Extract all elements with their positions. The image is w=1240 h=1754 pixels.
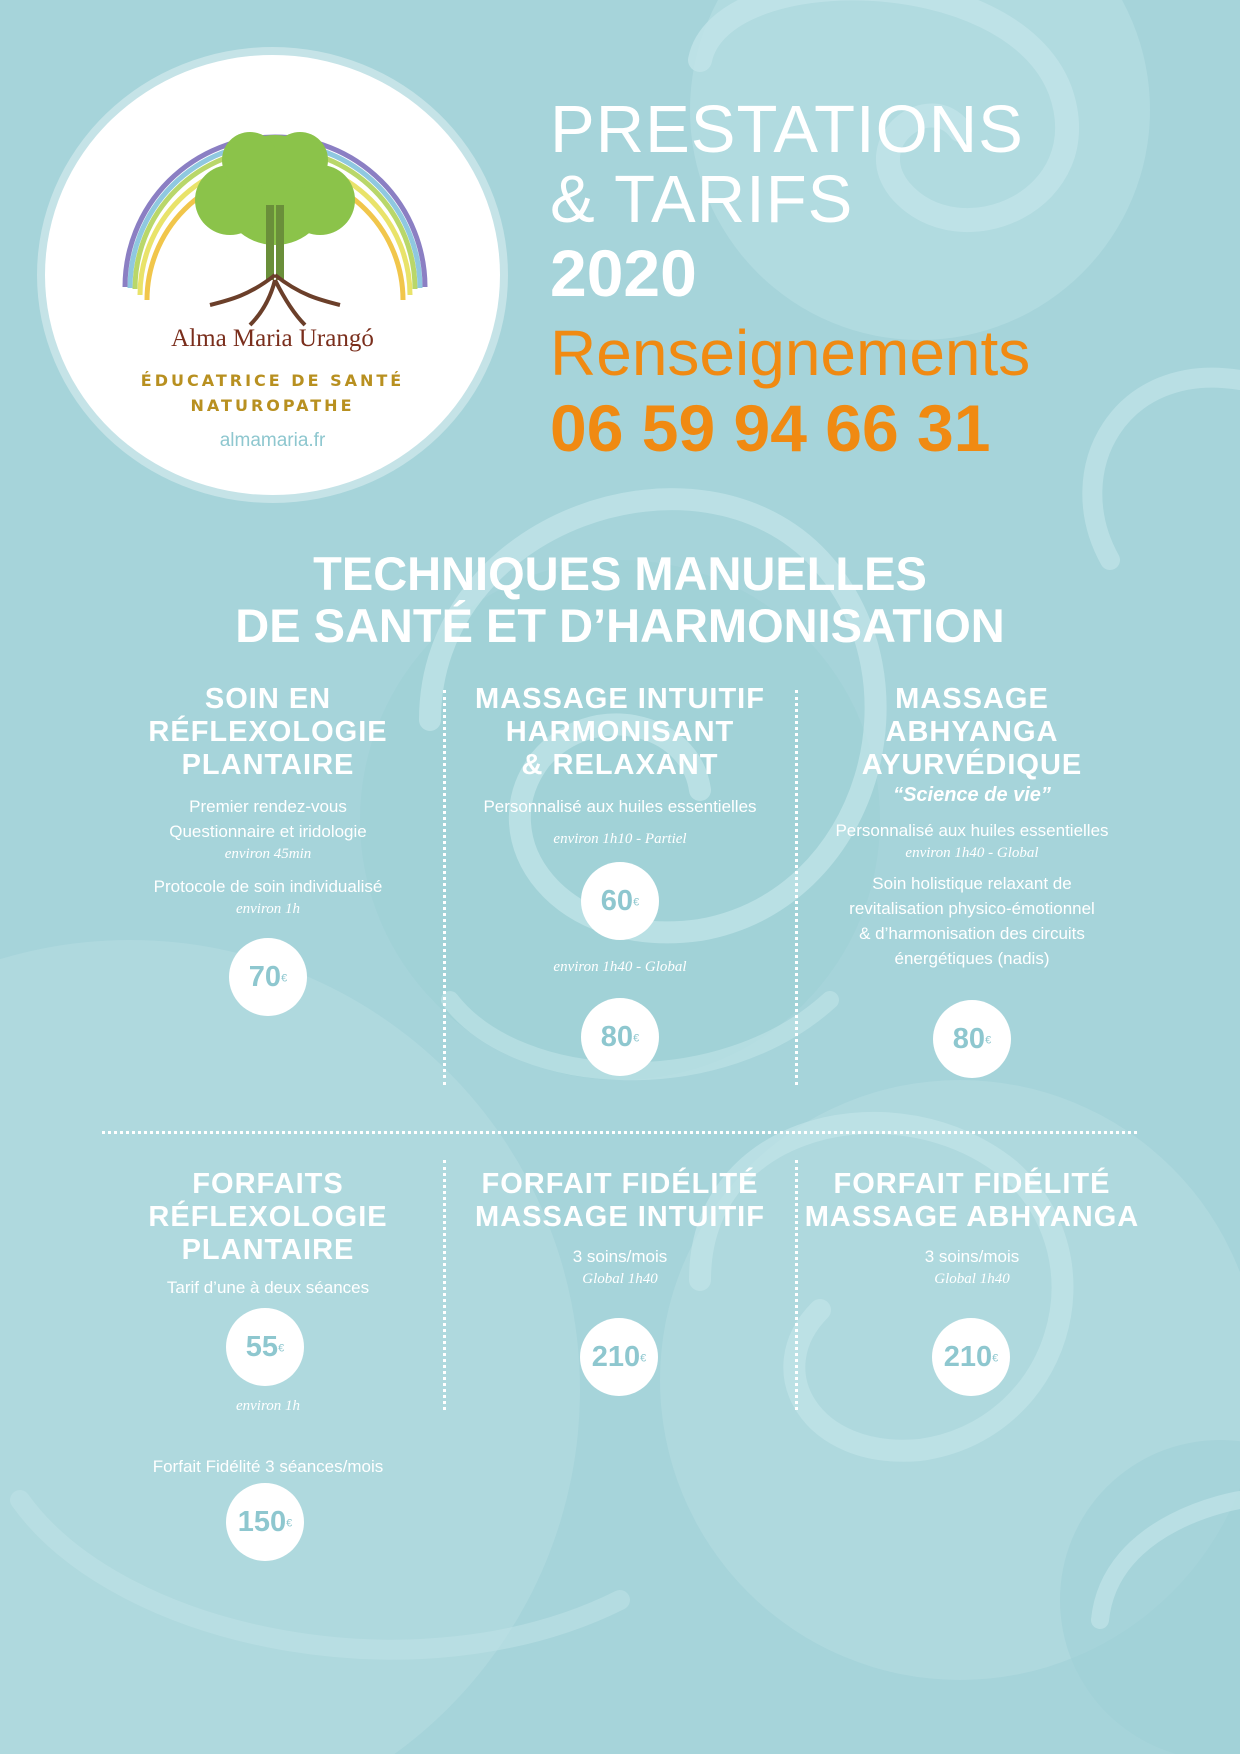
price-badge xyxy=(933,1000,1011,1078)
euro-sign: € xyxy=(286,1517,293,1530)
service-subtitle: “Science de vie” xyxy=(893,784,1051,806)
price-badge xyxy=(580,1318,658,1396)
service-intuitive-massage xyxy=(445,683,795,849)
price-value: 210 xyxy=(943,1341,993,1373)
section-title-line: TECHNIQUES MANUELLES xyxy=(313,547,927,600)
phone-number[interactable]: 06 59 94 66 31 xyxy=(550,391,991,465)
service-text: Questionnaire et iridologie xyxy=(169,822,367,841)
service-text: énergétiques (nadis) xyxy=(894,949,1050,968)
price-badge xyxy=(229,938,307,1016)
price-value: 150 xyxy=(237,1506,287,1538)
service-text: Soin holistique relaxant de xyxy=(872,874,1072,893)
package-title-line: PLANTAIRE xyxy=(181,1234,355,1266)
price-badge xyxy=(581,998,659,1076)
service-reflexology xyxy=(93,683,443,919)
duration-label: environ 1h40 - Global xyxy=(905,845,1039,861)
package-text: 3 soins/mois xyxy=(924,1247,1020,1266)
price-value: 210 xyxy=(591,1341,641,1373)
duration-label: environ 45min xyxy=(224,846,312,862)
duration-label: Global 1h40 xyxy=(934,1271,1010,1287)
euro-sign: € xyxy=(985,1034,992,1047)
package-title-line: FORFAITS xyxy=(192,1168,344,1200)
service-title-line: RÉFLEXOLOGIE xyxy=(148,716,388,748)
duration-label: environ 1h40 - Global xyxy=(553,959,687,975)
price-value: 80 xyxy=(952,1023,986,1055)
row-divider xyxy=(102,1131,1137,1134)
page-title xyxy=(550,92,1024,237)
website-link[interactable]: almamaria.fr xyxy=(219,430,326,451)
brand-role-line: NATUROPATHE xyxy=(190,396,355,415)
year: 2020 xyxy=(550,236,697,310)
section-title-line: DE SANTÉ ET D’HARMONISATION xyxy=(235,599,1005,652)
price-value: 55 xyxy=(245,1331,279,1363)
service-title-line: AYURVÉDIQUE xyxy=(861,749,1083,781)
brand-role xyxy=(45,368,500,418)
service-text: Premier rendez-vous xyxy=(189,797,347,816)
price-badge xyxy=(226,1483,304,1561)
price-value: 80 xyxy=(600,1021,634,1053)
brand-role-line: ÉDUCATRICE DE SANTÉ xyxy=(140,371,405,390)
tree-rainbow-logo-icon xyxy=(120,95,430,330)
title-line: & TARIFS xyxy=(550,162,854,237)
euro-sign: € xyxy=(633,896,640,909)
euro-sign: € xyxy=(633,1032,640,1045)
package-text: Tarif d’une à deux séances xyxy=(166,1278,370,1297)
service-title-line: HARMONISANT xyxy=(505,716,735,748)
duration-label: environ 1h xyxy=(235,1398,300,1414)
duration-label: environ 1h10 - Partiel xyxy=(553,831,687,847)
package-title-line: FORFAIT FIDÉLITÉ xyxy=(833,1168,1111,1200)
price-value: 70 xyxy=(248,961,282,993)
service-text: revitalisation physico-émotionnel xyxy=(849,899,1095,918)
price-value: 60 xyxy=(600,885,634,917)
package-title-line: MASSAGE ABHYANGA xyxy=(804,1201,1140,1233)
info-label: Renseignements xyxy=(550,317,1031,389)
price-badge xyxy=(932,1318,1010,1396)
duration-label: environ 1h xyxy=(235,901,300,917)
service-title-line: MASSAGE INTUITIF xyxy=(475,683,765,715)
title-line: PRESTATIONS xyxy=(550,92,1024,167)
service-title-line: PLANTAIRE xyxy=(181,749,355,781)
service-title-line: ABHYANGA xyxy=(885,716,1059,748)
package-reflexology xyxy=(93,1168,443,1300)
package-text: Forfait Fidélité 3 séances/mois xyxy=(152,1457,384,1476)
package-abhyanga-massage xyxy=(797,1168,1147,1289)
service-text: Personnalisé aux huiles essentielles xyxy=(483,797,757,816)
service-text: & d’harmonisation des circuits xyxy=(859,924,1085,943)
service-text: Personnalisé aux huiles essentielles xyxy=(835,821,1109,840)
service-text: Protocole de soin individualisé xyxy=(153,877,383,896)
service-title-line: SOIN EN xyxy=(204,683,332,715)
price-badge xyxy=(581,862,659,940)
euro-sign: € xyxy=(278,1342,285,1355)
duration-label: Global 1h40 xyxy=(582,1271,658,1287)
service-title-line: & RELAXANT xyxy=(521,749,719,781)
euro-sign: € xyxy=(640,1352,647,1365)
service-title-line: MASSAGE xyxy=(895,683,1049,715)
section-title xyxy=(0,548,1240,652)
service-abhyanga-massage xyxy=(797,683,1147,971)
package-text: 3 soins/mois xyxy=(572,1247,668,1266)
brand-name: Alma Maria Urangó xyxy=(171,325,374,352)
package-title-line: RÉFLEXOLOGIE xyxy=(148,1201,388,1233)
euro-sign: € xyxy=(992,1352,999,1365)
price-badge xyxy=(226,1308,304,1386)
package-title-line: FORFAIT FIDÉLITÉ xyxy=(481,1168,759,1200)
package-title-line: MASSAGE INTUITIF xyxy=(475,1201,765,1233)
package-intuitive-massage xyxy=(445,1168,795,1289)
euro-sign: € xyxy=(281,972,288,985)
